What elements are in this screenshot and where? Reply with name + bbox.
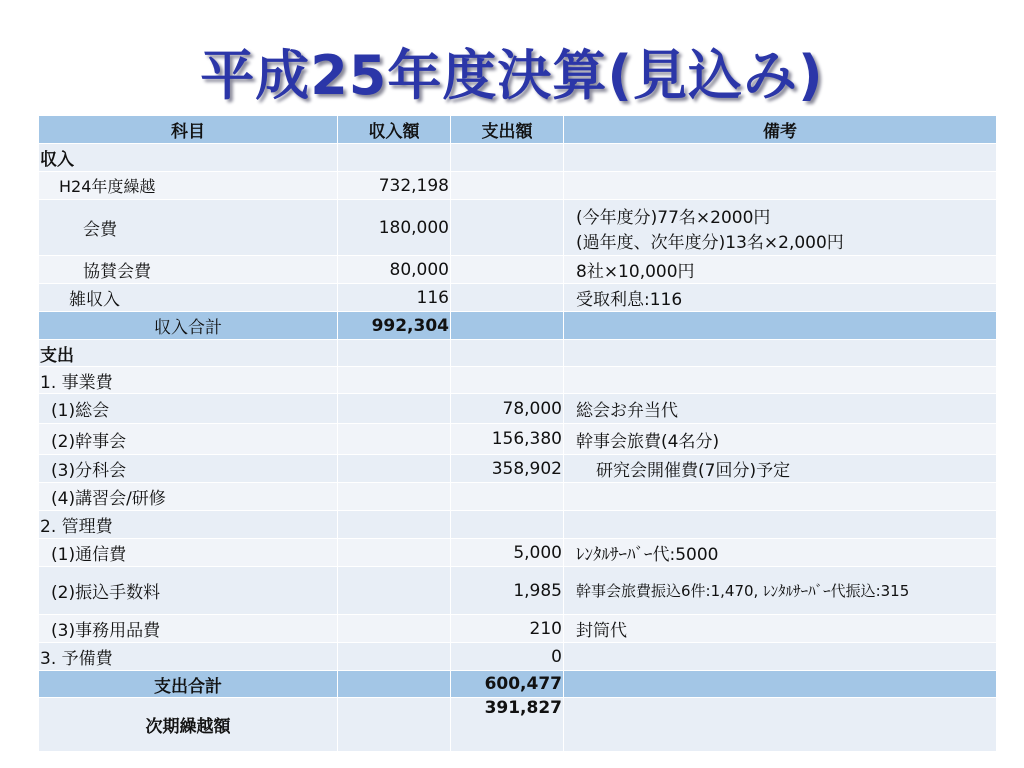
table-row: [39, 539, 997, 567]
income-total-row: [39, 312, 997, 340]
page-title: 平成25年度決算(見込み): [200, 44, 824, 107]
subcommittee-note: 研究会開催費(7回分)予定: [564, 455, 997, 483]
next-carryover-value: 391,827: [451, 698, 564, 752]
reserve-item: 3. 予備費: [39, 643, 338, 671]
table-row: [39, 511, 997, 539]
table-row: [39, 567, 997, 615]
general-meeting-expense: 78,000: [451, 394, 564, 424]
income-section-row: [39, 144, 997, 172]
subcommittee-expense: 358,902: [451, 455, 564, 483]
seminar-item: (4)講習会/研修: [39, 483, 338, 511]
table-row: [39, 615, 997, 643]
carryover-item: H24年度繰越: [39, 172, 338, 200]
sponsor-note: 8社×10,000円: [564, 256, 997, 284]
misc-income: 116: [338, 284, 451, 312]
table-row: [39, 643, 997, 671]
income-section-label: 収入: [39, 144, 338, 172]
board-meeting-item: (2)幹事会: [39, 424, 338, 455]
project-costs-item: 1. 事業費: [39, 367, 338, 394]
table-row: [39, 483, 997, 511]
next-carryover-row: [39, 698, 997, 752]
carryover-income: 732,198: [338, 172, 451, 200]
misc-item: 雑収入: [39, 284, 338, 312]
expense-total-value: 600,477: [451, 671, 564, 698]
header-remarks: 備考: [564, 116, 997, 144]
fees-note-line1: (今年度分)77名×2000円: [576, 207, 771, 228]
fees-note-line2: (過年度、次年度分)13名×2,000円: [576, 232, 844, 253]
communication-note: ﾚﾝﾀﾙｻｰﾊﾞｰ代:5000: [564, 539, 997, 567]
table-header-row: [39, 116, 997, 144]
table-row: [39, 394, 997, 424]
table-row: [39, 172, 997, 200]
fees-item: 会費: [39, 200, 338, 256]
table-row: [39, 424, 997, 455]
communication-item: (1)通信費: [39, 539, 338, 567]
board-meeting-note: 幹事会旅費(4名分): [564, 424, 997, 455]
fees-note: [564, 200, 997, 256]
office-supplies-note: 封筒代: [564, 615, 997, 643]
office-supplies-item: (3)事務用品費: [39, 615, 338, 643]
expense-total-label: 支出合計: [39, 671, 338, 698]
header-item: 科目: [39, 116, 338, 144]
income-total-label: 収入合計: [39, 312, 338, 340]
communication-expense: 5,000: [451, 539, 564, 567]
office-supplies-expense: 210: [451, 615, 564, 643]
expense-total-row: [39, 671, 997, 698]
general-meeting-item: (1)総会: [39, 394, 338, 424]
next-carryover-label: 次期繰越額: [39, 698, 338, 752]
fees-income: 180,000: [338, 200, 451, 256]
table-row: [39, 455, 997, 483]
expense-section-row: [39, 340, 997, 367]
transfer-fees-expense: 1,985: [451, 567, 564, 615]
income-total-value: 992,304: [338, 312, 451, 340]
misc-note: 受取利息:116: [564, 284, 997, 312]
sponsor-income: 80,000: [338, 256, 451, 284]
header-expense: 支出額: [451, 116, 564, 144]
table-row: [39, 200, 997, 256]
header-income: 収入額: [338, 116, 451, 144]
transfer-fees-note: 幹事会旅費振込6件:1,470, ﾚﾝﾀﾙｻｰﾊﾞｰ代振込:315: [564, 567, 997, 615]
table-row: [39, 284, 997, 312]
transfer-fees-item: (2)振込手数料: [39, 567, 338, 615]
table-row: [39, 367, 997, 394]
general-meeting-note: 総会お弁当代: [564, 394, 997, 424]
subcommittee-item: (3)分科会: [39, 455, 338, 483]
board-meeting-expense: 156,380: [451, 424, 564, 455]
reserve-expense: 0: [451, 643, 564, 671]
admin-costs-item: 2. 管理費: [39, 511, 338, 539]
table-row: [39, 256, 997, 284]
sponsor-item: 協賛会費: [39, 256, 338, 284]
expense-section-label: 支出: [39, 340, 338, 367]
budget-table: [38, 115, 997, 752]
